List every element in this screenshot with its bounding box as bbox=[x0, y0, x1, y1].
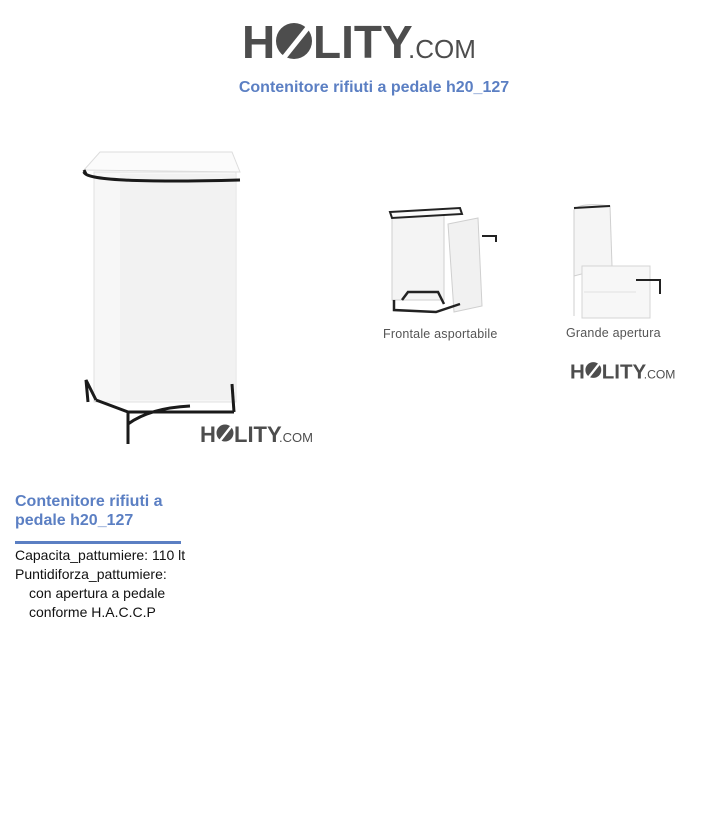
spec-feature-item: conforme H.A.C.C.P bbox=[29, 604, 156, 620]
spec-capacity-value: 110 lt bbox=[151, 547, 186, 563]
bin-open-lid-icon bbox=[574, 205, 660, 318]
svg-text:H: H bbox=[570, 360, 585, 384]
svg-text:LITY: LITY bbox=[234, 422, 282, 447]
product-heading: Contenitore rifiuti a pedale h20_127 bbox=[15, 493, 163, 529]
logo-o-icon bbox=[276, 23, 312, 59]
spec-features-label: Puntidiforza_pattumiere: bbox=[15, 566, 167, 582]
spec-capacity bbox=[15, 546, 185, 565]
svg-text:.COM: .COM bbox=[279, 430, 313, 445]
logo-suffix: .COM bbox=[408, 34, 476, 64]
holity-logo-watermark bbox=[200, 418, 320, 448]
pedal-bin-icon bbox=[84, 152, 240, 444]
spec-feature-item: con apertura a pedale bbox=[29, 585, 166, 601]
svg-text:LITY: LITY bbox=[601, 360, 647, 384]
holity-logo-watermark-2 bbox=[570, 356, 682, 384]
svg-text:H: H bbox=[200, 422, 216, 447]
bin-removable-front-icon bbox=[390, 208, 496, 312]
svg-text:.COM: .COM bbox=[643, 367, 676, 382]
page-title: Contenitore rifiuti a pedale h20_127 bbox=[238, 79, 510, 96]
product-specs bbox=[15, 546, 185, 622]
logo-letters-lity: LITY bbox=[313, 16, 413, 68]
caption-large-opening: Grande apertura bbox=[566, 326, 661, 340]
holity-logo bbox=[242, 12, 482, 68]
spec-capacity-label: Capacita_pattumiere: bbox=[15, 547, 149, 563]
heading-divider bbox=[15, 541, 181, 544]
logo-letter-h: H bbox=[242, 16, 276, 68]
caption-removable-front: Frontale asportabile bbox=[383, 327, 498, 341]
